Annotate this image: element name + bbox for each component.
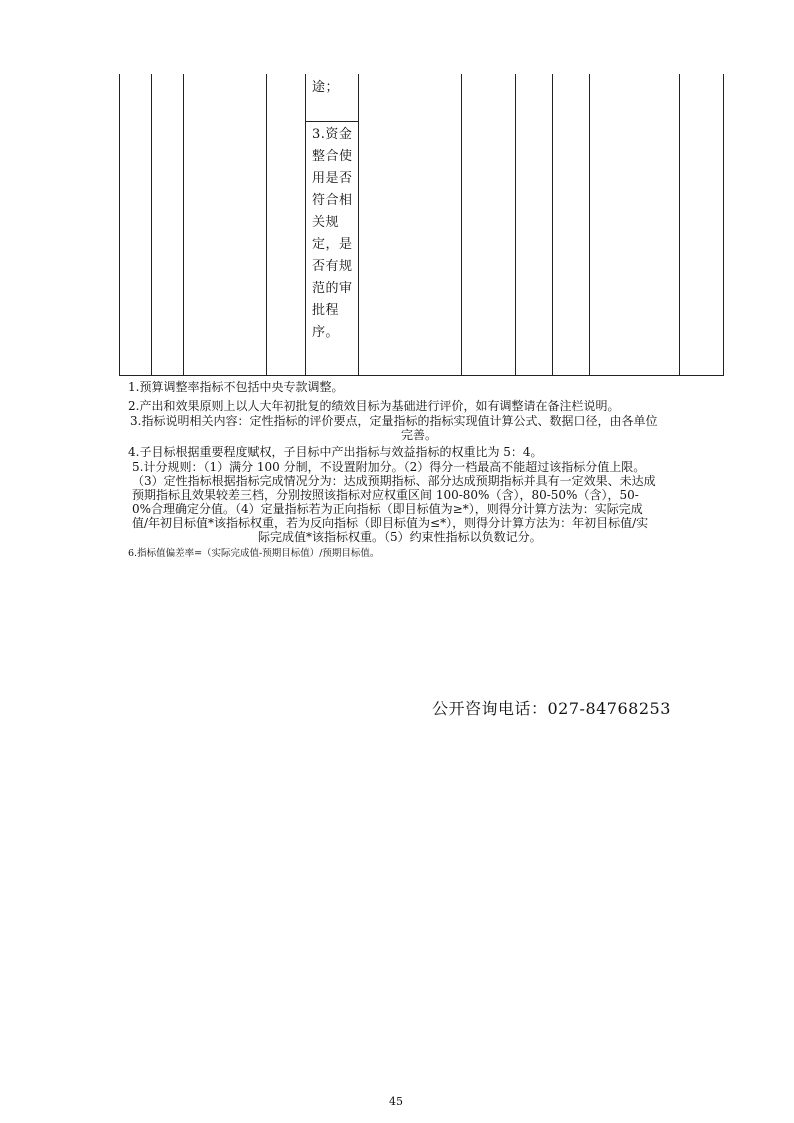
table-border (119, 375, 724, 376)
table-border (589, 74, 590, 376)
table-border (723, 74, 724, 376)
table-border (151, 74, 152, 376)
note-line: 际完成值*该指标权重。（5）约束性指标以负数记分。 (258, 530, 542, 544)
note-line: 预期指标且效果较差三档，分别按照该指标对应权重区间 100-80%（含），80-50%（含），50- (132, 488, 639, 502)
page-number: 45 (389, 1095, 403, 1108)
note-line: 1.预算调整率指标不包括中央专款调整。 (128, 380, 344, 394)
table-border (515, 74, 516, 376)
note-line: 6.指标值偏差率=（实际完成值-预期目标值）/预期目标值。 (128, 548, 380, 559)
note-line: 值/年初目标值*该指标权重，若为反向指标（即目标值为≤*），则得分计算方法为：年初目标值/实 (132, 516, 649, 530)
note-line: 完善。 (401, 428, 438, 442)
note-line: 3.指标说明相关内容：定性指标的评价要点，定量指标的指标实现值计算公式、数据口径，由各单位 (130, 414, 658, 428)
table-border (305, 74, 306, 376)
table-border (552, 74, 553, 376)
table-cell-text: 3.资金整合使用是否符合相关规定，是否有规范的审批程序。 (312, 127, 353, 340)
note-line: 2.产出和效果原则上以人大年初批复的绩效目标为基础进行评价，如有调整请在备注栏说明。 (128, 399, 620, 413)
contact-phone: 公开咨询电话：027-84768253 (432, 699, 671, 718)
table-border (461, 74, 462, 376)
table-border (305, 121, 359, 122)
table-cell-text: 途； (312, 80, 340, 95)
note-line: （3）定性指标根据指标完成情况分为：达成预期指标、部分达成预期指标并具有一定效果、未达成 (132, 474, 656, 488)
table-border (679, 74, 680, 376)
note-line: 4.子目标根据重要程度赋权，子目标中产出指标与效益指标的权重比为 5：4。 (128, 445, 543, 459)
table-border (266, 74, 267, 376)
table-border (119, 74, 120, 376)
note-line: 5.计分规则：（1）满分 100 分制，不设置附加分。（2）得分一档最高不能超过该指标分值上限。 (132, 460, 646, 474)
table-border (183, 74, 184, 376)
table-border (358, 74, 359, 376)
note-line: 0%合理确定分值。（4）定量指标若为正向指标（即目标值为≥*），则得分计算方法为：实际完成 (132, 502, 643, 516)
